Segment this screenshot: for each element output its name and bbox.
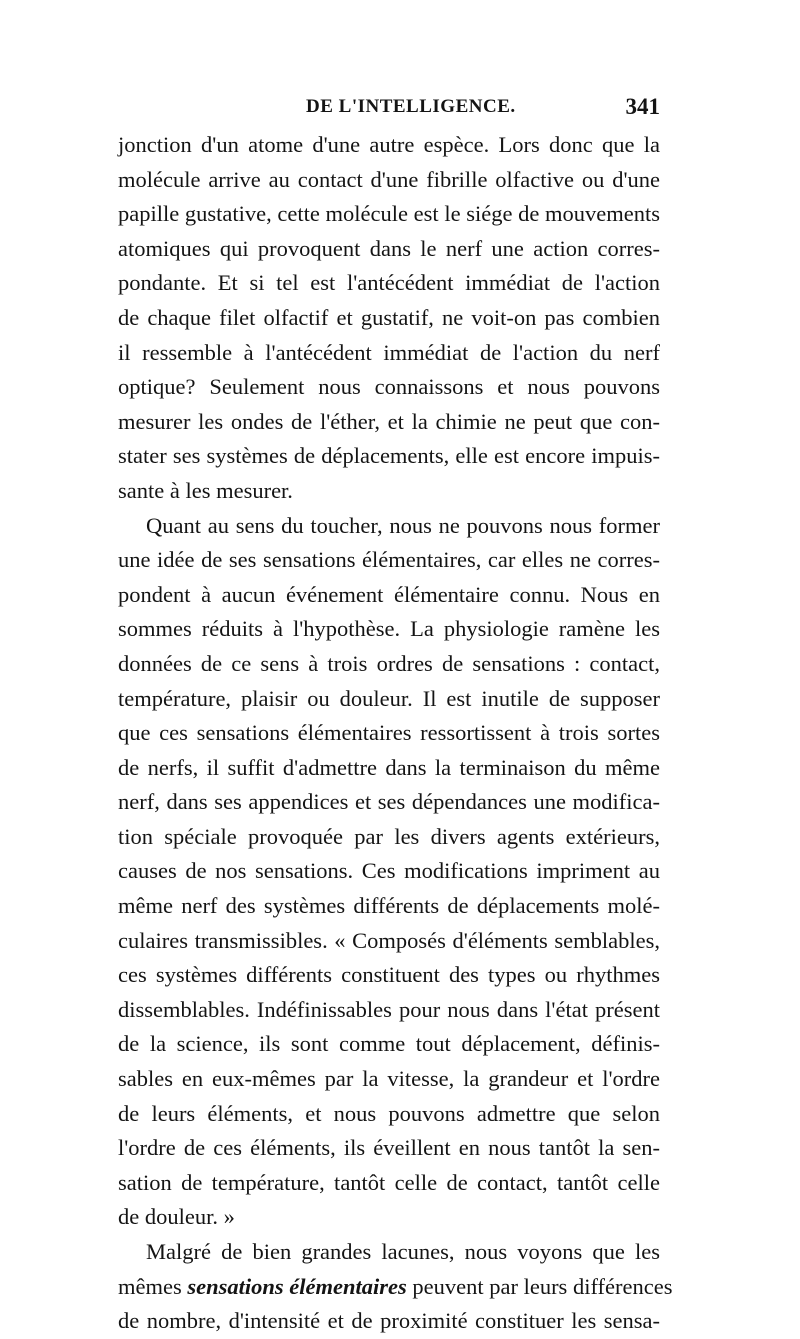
running-header bbox=[118, 96, 660, 126]
text-line: une idée de ses sensations élémentaires, car elles ne corres- bbox=[118, 547, 660, 573]
text-line: de nerfs, il suffit d'admettre dans la terminaison du même bbox=[118, 754, 660, 780]
running-title: DE L'INTELLIGENCE. bbox=[306, 96, 516, 117]
text-line: atomiques qui provoquent dans le nerf une action corres- bbox=[118, 235, 660, 261]
text-line: que ces sensations élémentaires ressortissent à trois sortes bbox=[118, 720, 660, 746]
text-line: causes de nos sensations. Ces modifications impriment au bbox=[118, 858, 660, 884]
text-line: optique? Seulement nous connaissons et nous pouvons bbox=[118, 374, 660, 400]
text-line: stater ses systèmes de déplacements, elle est encore impuis- bbox=[118, 443, 660, 469]
paragraph-start-line: Malgré de bien grandes lacunes, nous voyons que les bbox=[146, 1239, 660, 1264]
line-segment: peuvent par leurs différences bbox=[406, 1273, 673, 1299]
text-line: sables en eux-mêmes par la vitesse, la grandeur et l'ordre bbox=[118, 1066, 660, 1092]
text-line: sommes réduits à l'hypothèse. La physiologie ramène les bbox=[118, 616, 660, 642]
text-line: il ressemble à l'antécédent immédiat de l'action du nerf bbox=[118, 339, 660, 365]
paragraph-start-line: Quant au sens du toucher, nous ne pouvons nous former bbox=[146, 512, 660, 538]
text-line: sation de température, tantôt celle de contact, tantôt celle bbox=[118, 1169, 660, 1195]
text-line: même nerf des systèmes différents de déplacements molé- bbox=[118, 893, 660, 919]
text-line: pondante. Et si tel est l'antécédent immédiat de l'action bbox=[118, 270, 660, 296]
text-line: de nombre, d'intensité et de proximité constituer les sensa- bbox=[118, 1308, 660, 1334]
italic-emphasis: sensations élémentaires bbox=[187, 1273, 407, 1299]
text-line: molécule arrive au contact d'une fibrille olfactive ou d'une bbox=[118, 166, 660, 192]
text-line: l'ordre de ces éléments, ils éveillent en nous tantôt la sen- bbox=[118, 1135, 660, 1161]
text-line: tion spéciale provoquée par les divers agents extérieurs, bbox=[118, 823, 660, 849]
body-text bbox=[118, 128, 673, 1339]
text-line: de chaque filet olfactif et gustatif, ne voit-on pas combien bbox=[118, 304, 660, 330]
text-line: pondent à aucun événement élémentaire connu. Nous en bbox=[118, 581, 660, 607]
text-line: données de ce sens à trois ordres de sensations : contact, bbox=[118, 650, 660, 676]
line-segment: mêmes bbox=[118, 1273, 188, 1299]
text-line: culaires transmissibles. « Composés d'éléments semblables, bbox=[118, 927, 660, 953]
text-line: jonction d'un atome d'une autre espèce. Lors donc que la bbox=[118, 132, 660, 157]
text-line: de leurs éléments, et nous pouvons admettre que selon bbox=[118, 1100, 660, 1126]
paragraph-end-line: de douleur. » bbox=[118, 1204, 235, 1230]
paragraph-end-line: sante à les mesurer. bbox=[118, 477, 293, 503]
text-line: température, plaisir ou douleur. Il est inutile de supposer bbox=[118, 685, 660, 711]
text-line: mesurer les ondes de l'éther, et la chimie ne peut que con- bbox=[118, 408, 660, 434]
text-line: nerf, dans ses appendices et ses dépendances une modifica- bbox=[118, 789, 660, 815]
page-number: 341 bbox=[625, 94, 660, 119]
text-line: dissemblables. Indéfinissables pour nous dans l'état présent bbox=[118, 996, 660, 1022]
text-line: de la science, ils sont comme tout déplacement, définis- bbox=[118, 1031, 660, 1057]
text-line: ces systèmes différents constituent des types ou rhythmes bbox=[118, 962, 660, 988]
text-line-with-emphasis bbox=[118, 1270, 673, 1305]
text-line: papille gustative, cette molécule est le siége de mouvements bbox=[118, 201, 660, 227]
